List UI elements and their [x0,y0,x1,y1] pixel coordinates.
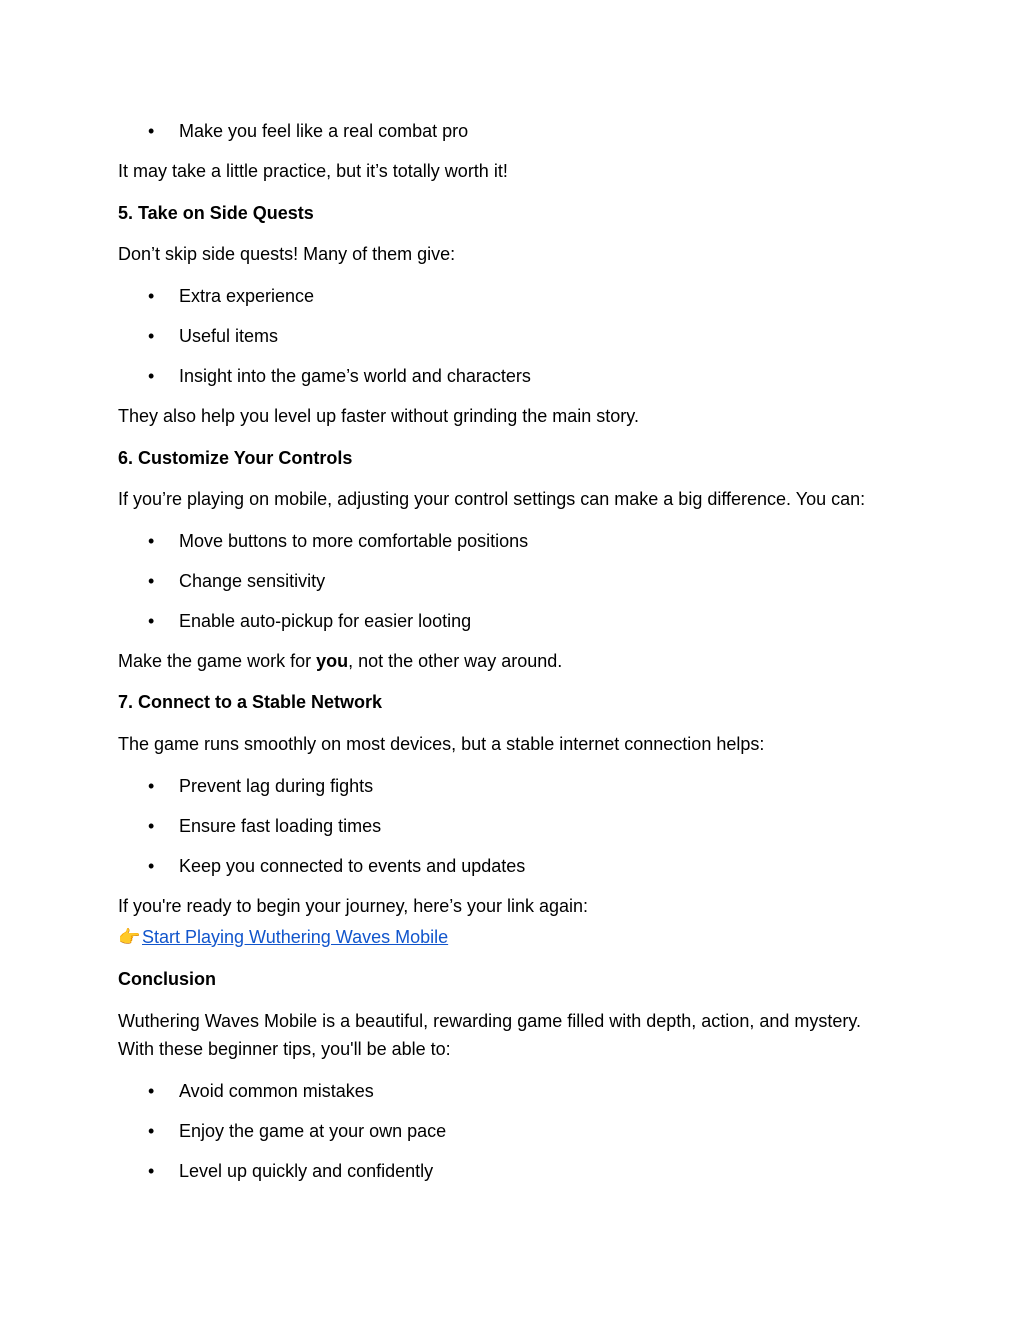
start-playing-link[interactable]: Start Playing Wuthering Waves Mobile [142,927,449,947]
section-heading-7: 7. Connect to a Stable Network [118,692,383,712]
bullet-icon: • [148,326,155,346]
bullet-icon: • [148,286,155,306]
bullet-icon: • [148,1121,155,1141]
paragraph-line: With these beginner tips, you'll be able to: [118,1039,451,1059]
bullet-icon: • [148,571,155,591]
bullet-icon: • [148,366,155,386]
pointing-hand-icon: 👉 [118,927,141,947]
bullet-icon: • [148,856,155,876]
list-item-text: Change sensitivity [179,571,326,591]
list-item-text: Move buttons to more comfortable positions [179,531,529,551]
paragraph-line: Wuthering Waves Mobile is a beautiful, rewarding game filled with depth, action, and mystery. [118,1011,862,1031]
list-item-text: Make you feel like a real combat pro [179,121,469,141]
list-item-text: Enjoy the game at your own pace [179,1121,447,1141]
paragraph: It may take a little practice, but it’s totally worth it! [118,161,508,181]
paragraph [118,1007,906,1063]
paragraph: Don’t skip side quests! Many of them give: [118,244,456,264]
list-item-text: Useful items [179,326,279,346]
paragraph-text: , not the other way around. [348,651,563,671]
section-heading-5: 5. Take on Side Quests [118,203,314,223]
list-item-text: Enable auto-pickup for easier looting [179,611,472,631]
list-item-text: Keep you connected to events and updates [179,856,526,876]
paragraph [118,650,906,672]
paragraph-text: Make the game work for [118,651,317,671]
section-heading-6: 6. Customize Your Controls [118,448,353,468]
paragraph: If you're ready to begin your journey, here’s your link again: [118,896,589,916]
paragraph: They also help you level up faster without grinding the main story. [118,406,639,426]
list-item-text: Extra experience [179,286,315,306]
bullet-icon: • [148,776,155,796]
bullet-icon: • [148,531,155,551]
bullet-icon: • [148,1161,155,1181]
bullet-icon: • [148,816,155,836]
emphasis-text: you [316,651,349,671]
list-item-text: Ensure fast loading times [179,816,382,836]
bullet-icon: • [148,611,155,631]
link-line [118,926,448,948]
list-item-text: Avoid common mistakes [179,1081,374,1101]
paragraph: If you’re playing on mobile, adjusting your control settings can make a big difference. You can: [118,489,866,509]
conclusion-heading: Conclusion [118,969,216,989]
list-item-text: Insight into the game’s world and characters [179,366,531,386]
list-item-text: Prevent lag during fights [179,776,374,796]
bullet-icon: • [148,1081,155,1101]
bullet-icon: • [148,121,155,141]
paragraph: The game runs smoothly on most devices, but a stable internet connection helps: [118,734,765,754]
list-item-text: Level up quickly and confidently [179,1161,434,1181]
